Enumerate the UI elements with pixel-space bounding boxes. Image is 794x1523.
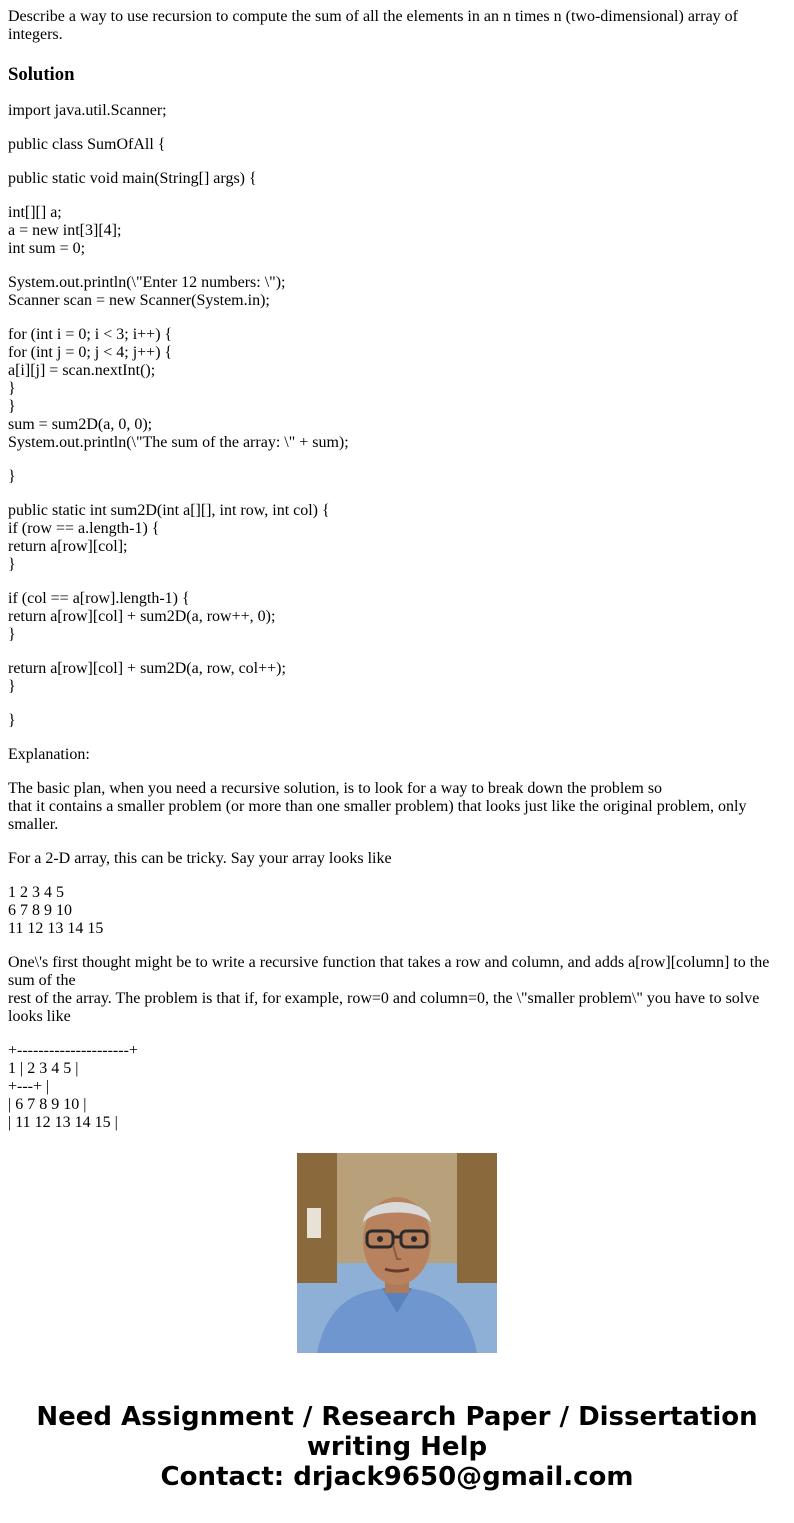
code-block [8, 468, 780, 486]
code-line: sum = sum2D(a, 0, 0); [8, 416, 153, 433]
code-line: } [8, 398, 16, 415]
code-block [8, 274, 780, 310]
code-line: System.out.println(\"Enter 12 numbers: \"); [8, 274, 286, 291]
text-line: rest of the array. The problem is that if, for example, row=0 and column=0, the \"smaller problem\" you have to solve looks like [8, 990, 764, 1025]
code-line: return a[row][col] + sum2D(a, row++, 0); [8, 608, 276, 625]
code-block [8, 102, 780, 120]
code-block [8, 712, 780, 730]
explanation-paragraph-3 [8, 954, 780, 1026]
ascii-box [8, 1042, 780, 1132]
code-block [8, 326, 780, 452]
code-line: public static int sum2D(int a[][], int row, int col) { [8, 502, 330, 519]
person-portrait-icon [297, 1153, 497, 1353]
text-line: that it contains a smaller problem (or more than one smaller problem) that looks just like the original problem, only smaller. [8, 798, 751, 833]
code-line: System.out.println(\"The sum of the array: \" + sum); [8, 434, 349, 451]
ascii-line: +---------------------+ [8, 1042, 138, 1059]
code-line: } [8, 556, 16, 573]
code-block [8, 170, 780, 188]
code-block [8, 590, 780, 644]
code-line: a = new int[3][4]; [8, 222, 122, 239]
code-area [8, 102, 780, 730]
ascii-line: | 6 7 8 9 10 | [8, 1096, 87, 1113]
code-line: } [8, 626, 16, 643]
array-row: 11 12 13 14 15 [8, 920, 104, 937]
banner-line-2: writing Help [306, 1432, 488, 1462]
code-line: Scanner scan = new Scanner(System.in); [8, 292, 270, 309]
code-line: for (int j = 0; j < 4; j++) { [8, 344, 173, 361]
code-block [8, 204, 780, 258]
code-line: return a[row][col] + sum2D(a, row, col++); [8, 660, 286, 677]
ascii-line: +---+ | [8, 1078, 50, 1095]
code-line: public static void main(String[] args) { [8, 170, 257, 187]
solution-heading: Solution [8, 64, 75, 85]
code-line: int[][] a; [8, 204, 62, 221]
code-line: } [8, 678, 16, 695]
text-line: One\'s first thought might be to write a recursive function that takes a row and column, and adds a[row][column] to the sum of the [8, 954, 774, 989]
array-row: 6 7 8 9 10 [8, 902, 72, 919]
explanation-label: Explanation: [8, 746, 90, 763]
question-text: Describe a way to use recursion to compute the sum of all the elements in an n times n (two-dimensional) array of integers. [8, 8, 739, 43]
code-block [8, 660, 780, 696]
explanation-paragraph-1 [8, 780, 780, 834]
code-line: if (col == a[row].length-1) { [8, 590, 190, 607]
contact-banner [0, 1402, 794, 1492]
code-line: int sum = 0; [8, 240, 86, 257]
code-block [8, 136, 780, 154]
explanation-paragraph-2: For a 2-D array, this can be tricky. Say your array looks like [8, 850, 392, 867]
array-example [8, 884, 780, 938]
ascii-line: | 11 12 13 14 15 | [8, 1114, 118, 1131]
code-line: } [8, 468, 16, 485]
code-line: } [8, 712, 16, 729]
code-line: public class SumOfAll { [8, 136, 166, 153]
code-line: if (row == a.length-1) { [8, 520, 160, 537]
code-line: import java.util.Scanner; [8, 102, 167, 119]
banner-contact: Contact: drjack9650@gmail.com [160, 1462, 634, 1492]
code-block [8, 502, 780, 574]
code-line: return a[row][col]; [8, 538, 128, 555]
solution-content [8, 8, 780, 1131]
array-row: 1 2 3 4 5 [8, 884, 64, 901]
author-avatar [297, 1153, 497, 1353]
ascii-line: 1 | 2 3 4 5 | [8, 1060, 79, 1077]
code-line: } [8, 380, 16, 397]
code-line: for (int i = 0; i < 3; i++) { [8, 326, 173, 343]
code-line: a[i][j] = scan.nextInt(); [8, 362, 156, 379]
text-line: The basic plan, when you need a recursive solution, is to look for a way to break down the problem so [8, 780, 663, 797]
banner-line-1: Need Assignment / Research Paper / Dissertation [36, 1402, 758, 1432]
